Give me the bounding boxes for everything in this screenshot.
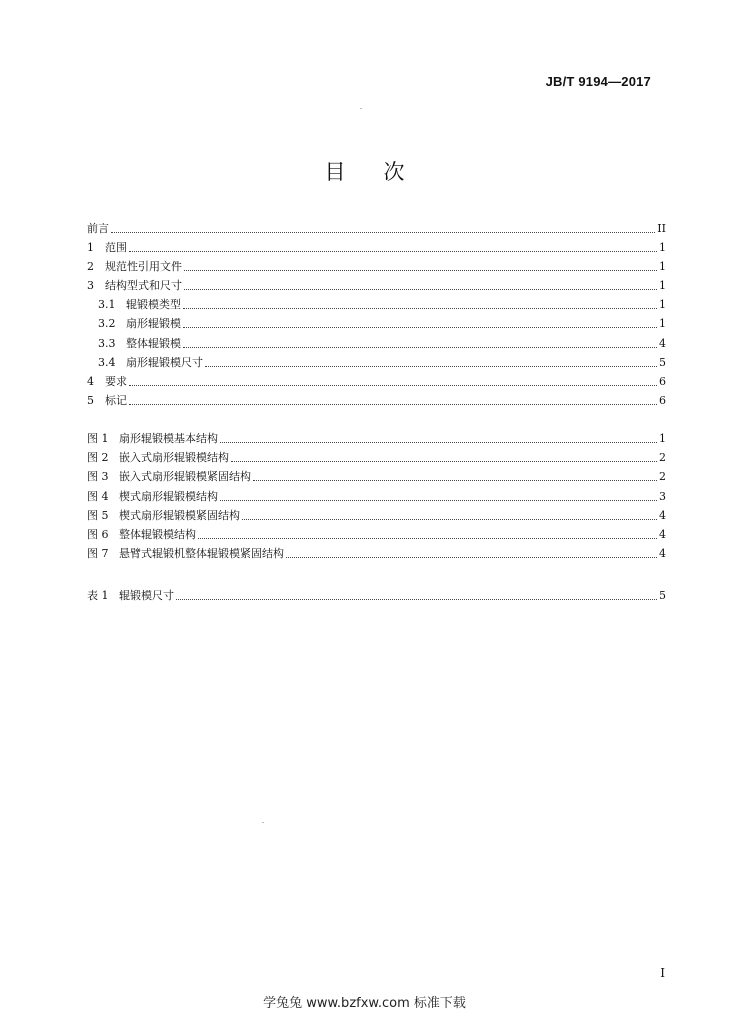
standard-number: JB/T 9194—2017	[545, 74, 651, 89]
figure-page: 2	[659, 470, 666, 483]
toc-entry[interactable]	[87, 352, 666, 370]
leader-dots	[111, 231, 655, 233]
watermark-text: 学兔兔 www.bzfxw.com 标准下载	[263, 996, 466, 1011]
leader-dots	[220, 441, 657, 443]
figure-page: 4	[659, 528, 666, 541]
figure-page: 2	[659, 451, 666, 464]
toc-entry-label: 辊锻模类型	[126, 298, 181, 311]
toc-entry-label: 要求	[105, 375, 127, 388]
toc-entry-label: 扇形辊锻模	[126, 317, 181, 330]
toc-entry-number: 3.1	[98, 298, 116, 311]
figure-label: 嵌入式扇形辊锻模结构	[119, 451, 229, 464]
figure-entry[interactable]	[87, 466, 666, 484]
leader-dots	[198, 537, 657, 539]
figure-number: 图 5	[87, 509, 109, 522]
figure-number: 图 4	[87, 490, 109, 503]
toc-entry-number: 3.2	[98, 317, 116, 330]
toc-entry-number: 3.4	[98, 356, 116, 369]
figure-number: 图 2	[87, 451, 109, 464]
figure-page: 1	[659, 432, 666, 445]
figure-label: 楔式扇形辊锻模紧固结构	[119, 509, 240, 522]
figure-page: 4	[659, 509, 666, 522]
toc-entry[interactable]	[87, 218, 666, 236]
toc-entry-number: 5	[87, 394, 94, 407]
toc-entry-label: 标记	[105, 394, 127, 407]
toc-entry[interactable]	[87, 390, 666, 408]
toc-entry-page: 1	[659, 260, 666, 273]
table-page: 5	[659, 589, 666, 602]
toc-entry-page: 1	[659, 298, 666, 311]
leader-dots	[129, 403, 657, 405]
figure-page: 4	[659, 547, 666, 560]
table-entry[interactable]	[87, 585, 666, 603]
figure-label: 扇形辊锻模基本结构	[119, 432, 218, 445]
leader-dots	[184, 269, 657, 271]
toc-entry[interactable]	[87, 275, 666, 293]
leader-dots	[184, 288, 657, 290]
leader-dots	[176, 598, 657, 600]
page-title	[0, 156, 729, 186]
figure-label: 楔式扇形辊锻模结构	[119, 490, 218, 503]
toc-entry-page: 6	[659, 394, 666, 407]
figure-label: 整体辊锻模结构	[119, 528, 196, 541]
leader-dots	[129, 384, 657, 386]
toc-entry-label: 范围	[105, 241, 127, 254]
leader-dots	[205, 365, 657, 367]
toc-entry-page: 4	[659, 337, 666, 350]
toc-entry-page: 1	[659, 279, 666, 292]
scan-speck	[360, 108, 362, 109]
leader-dots	[183, 307, 657, 309]
figure-entry[interactable]	[87, 486, 666, 504]
figure-label: 悬臂式辊锻机整体辊锻模紧固结构	[119, 547, 284, 560]
toc-entry[interactable]	[87, 313, 666, 331]
toc-entry-label: 结构型式和尺寸	[105, 279, 182, 292]
toc-entry-label: 前言	[87, 222, 109, 235]
toc-entry-page: 1	[659, 241, 666, 254]
leader-dots	[242, 518, 657, 520]
figure-label: 嵌入式扇形辊锻模紧固结构	[119, 470, 251, 483]
toc-entry-page: II	[657, 222, 666, 235]
toc-entry-number: 2	[87, 260, 94, 273]
leader-dots	[220, 499, 657, 501]
table-number: 表 1	[87, 589, 109, 602]
figure-number: 图 3	[87, 470, 109, 483]
scan-speck	[262, 822, 264, 823]
title-char-2: 次	[383, 160, 405, 184]
toc-entry-page: 6	[659, 375, 666, 388]
toc-entry[interactable]	[87, 237, 666, 255]
toc-entry[interactable]	[87, 371, 666, 389]
figure-page: 3	[659, 490, 666, 503]
toc-entry-label: 规范性引用文件	[105, 260, 182, 273]
toc-entry-number: 1	[87, 241, 94, 254]
toc-entry-number: 4	[87, 375, 94, 388]
toc-entry-page: 5	[659, 356, 666, 369]
toc-entry[interactable]	[87, 294, 666, 312]
figure-entry[interactable]	[87, 428, 666, 446]
leader-dots	[253, 479, 657, 481]
leader-dots	[183, 346, 657, 348]
leader-dots	[286, 556, 657, 558]
toc-entry[interactable]	[87, 256, 666, 274]
toc-entry-page: 1	[659, 317, 666, 330]
figure-entry[interactable]	[87, 524, 666, 542]
toc-entry-number: 3.3	[98, 337, 116, 350]
figure-entry[interactable]	[87, 447, 666, 465]
table-label: 辊锻模尺寸	[119, 589, 174, 602]
toc-entry-label: 扇形辊锻模尺寸	[126, 356, 203, 369]
figure-number: 图 7	[87, 547, 109, 560]
page-number: I	[660, 966, 665, 980]
toc-entry-number: 3	[87, 279, 94, 292]
figure-entry[interactable]	[87, 505, 666, 523]
leader-dots	[129, 250, 657, 252]
toc-entry[interactable]	[87, 333, 666, 351]
toc-entry-label: 整体辊锻模	[126, 337, 181, 350]
leader-dots	[231, 460, 657, 462]
title-char-1: 目	[324, 160, 346, 184]
figure-entry[interactable]	[87, 543, 666, 561]
leader-dots	[183, 326, 657, 328]
figure-number: 图 6	[87, 528, 109, 541]
figure-number: 图 1	[87, 432, 109, 445]
